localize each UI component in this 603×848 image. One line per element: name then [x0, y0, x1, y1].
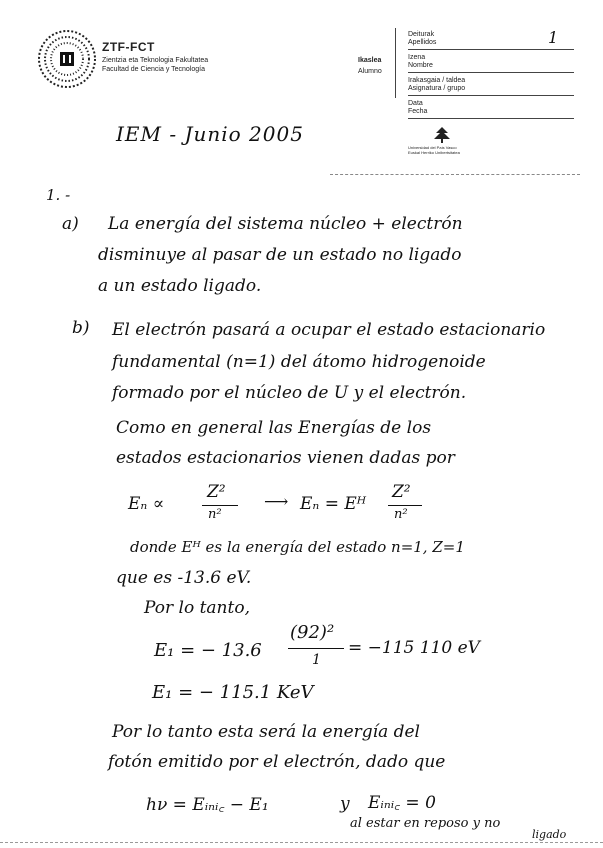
field-apellidos-es: Apellidos: [408, 39, 437, 46]
field-asignatura-es: Asignatura / grupo: [408, 85, 466, 92]
bottom-edge: [0, 842, 603, 843]
donde-line-2: que es -13.6 eV.: [116, 568, 252, 588]
formula-lhs: Eₙ ∝: [128, 494, 165, 514]
formula-arrow: ⟶: [264, 492, 289, 512]
formula-frac-num: Z²: [207, 482, 226, 502]
univ-name-es: Universidad del País Vasco: [408, 145, 457, 150]
university-logo: [36, 28, 98, 90]
hv-equation: hν = Eᵢₙᵢ꜀ − E₁: [146, 795, 269, 815]
einic-equation: Eᵢₙᵢ꜀ = 0: [368, 793, 436, 813]
student-label-es: Alumno: [358, 68, 382, 75]
header-separator: [330, 174, 580, 175]
field-line: [408, 95, 574, 96]
formula-rhs-num: Z²: [392, 482, 411, 502]
part-a-line-3: a un estado ligado.: [98, 276, 262, 296]
e1-denominator: 1: [312, 652, 321, 668]
donde-line-1: donde Eᴴ es la energía del estado n=1, Z=1: [130, 538, 465, 556]
part-b-line-1: El electrón pasará a ocupar el estado estacionario: [112, 320, 546, 340]
univ-name-eu: Euskal Herriko Unibertsitatea: [408, 150, 460, 155]
part-b-line-5: estados estacionarios vienen dadas por: [116, 448, 455, 468]
rest-note: al estar en reposo y no: [350, 816, 501, 831]
field-nombre-eu: Izena: [408, 54, 426, 61]
logo-subtitle-es: Facultad de Ciencia y Tecnología: [102, 66, 205, 73]
logo-emblem: [36, 28, 98, 90]
por-tanto-line: Por lo tanto,: [144, 598, 250, 618]
logo-subtitle-eu: Zientzia eta Teknologia Fakultatea: [102, 57, 209, 64]
page-title: IEM - Junio 2005: [116, 122, 304, 146]
student-label-eu: Ikaslea: [358, 57, 382, 64]
e1-kev: E₁ = − 115.1 KeV: [152, 682, 314, 703]
final-line-2: fotón emitido por el electrón, dado que: [108, 752, 446, 772]
e1-lhs: E₁ = − 13.6: [154, 640, 262, 661]
rest-note-2: ligado: [532, 828, 567, 841]
formula-rhs: Eₙ = Eᴴ: [300, 494, 367, 514]
problem-number: 1. -: [46, 186, 71, 204]
header-divider: [395, 28, 396, 98]
y-connector: y: [340, 794, 350, 814]
field-line: [408, 72, 574, 73]
field-line: [408, 49, 574, 50]
field-nombre-es: Nombre: [408, 62, 433, 69]
upv-tree-icon: [424, 126, 460, 144]
part-a-line-1: La energía del sistema núcleo + electrón: [108, 214, 463, 234]
e1-result: = −115 110 eV: [348, 638, 480, 658]
part-b-label: b): [72, 318, 90, 338]
fraction-bar: [202, 505, 238, 506]
field-fecha-eu: Data: [408, 100, 423, 107]
e1-numerator: (92)²: [290, 622, 335, 643]
formula-rhs-den: n²: [394, 507, 408, 522]
field-line: [408, 118, 574, 119]
part-a-line-2: disminuye al pasar de un estado no ligado: [98, 245, 462, 265]
logo-title: ZTF-FCT: [102, 40, 155, 54]
fraction-bar: [388, 505, 422, 506]
formula-frac-den: n²: [208, 507, 222, 522]
field-apellidos-eu: Deiturak: [408, 31, 435, 38]
part-b-line-2: fundamental (n=1) del átomo hidrogenoide: [112, 352, 486, 372]
field-fecha-es: Fecha: [408, 108, 428, 115]
fraction-bar: [288, 648, 344, 649]
part-b-line-4: Como en general las Energías de los: [116, 418, 432, 438]
page-number: 1: [548, 28, 559, 47]
field-asignatura-eu: Irakasgaia / taldea: [408, 77, 466, 84]
upv-logo: [424, 126, 460, 144]
final-line-1: Por lo tanto esta será la energía del: [112, 722, 420, 742]
part-a-label: a): [62, 214, 79, 234]
part-b-line-3: formado por el núcleo de U y el electrón.: [112, 383, 467, 403]
